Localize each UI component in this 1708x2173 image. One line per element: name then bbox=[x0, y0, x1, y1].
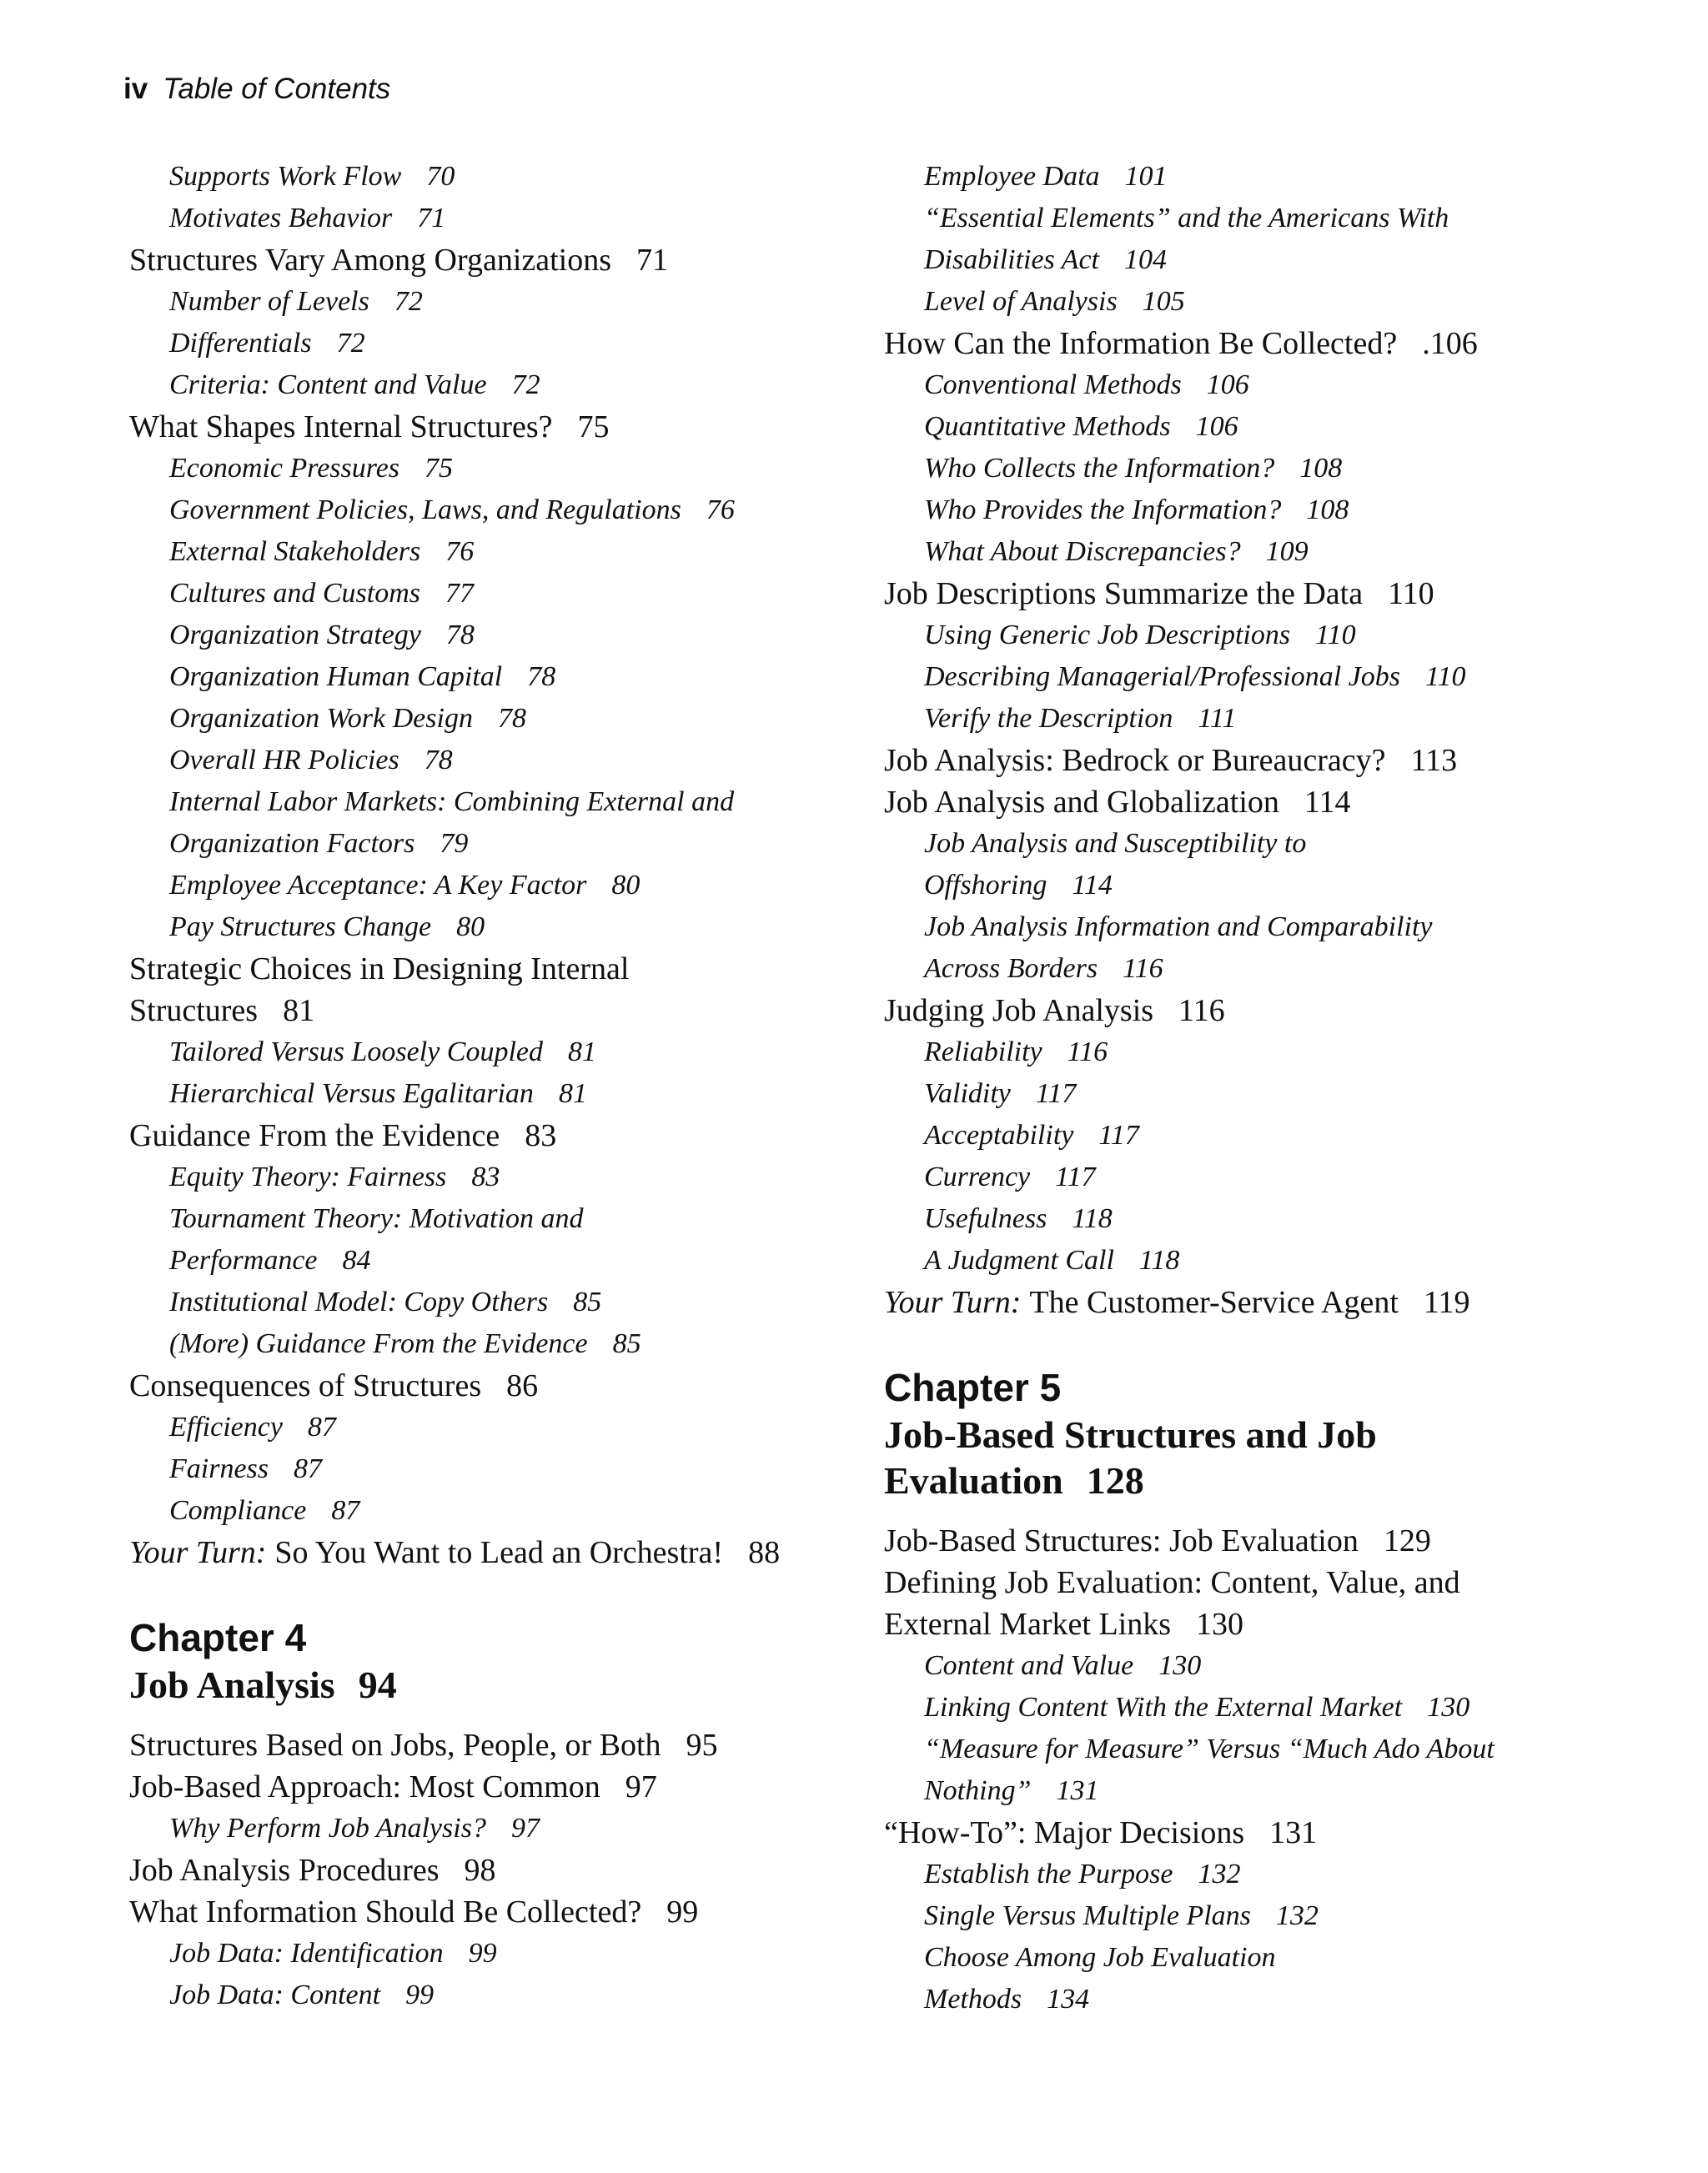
toc-section-entry bbox=[884, 323, 1601, 364]
toc-subsection-entry bbox=[884, 1895, 1601, 1937]
entry-title: Acceptability bbox=[924, 1120, 1074, 1151]
entry-title: Efficiency bbox=[169, 1412, 283, 1443]
entry-page-number: 116 bbox=[1067, 1036, 1108, 1067]
entry-title: Employee Acceptance: A Key Factor bbox=[169, 870, 587, 901]
toc-section-entry bbox=[129, 1724, 846, 1766]
toc-subsection-entry bbox=[884, 1115, 1601, 1157]
toc-subsection-entry bbox=[129, 1933, 846, 1975]
entry-page-number: 108 bbox=[1299, 453, 1343, 484]
entry-title: Using Generic Job Descriptions bbox=[924, 620, 1291, 650]
entry-page-number: 77 bbox=[445, 578, 475, 609]
running-title: Table of Contents bbox=[163, 73, 391, 105]
entry-page-number: .106 bbox=[1422, 326, 1478, 361]
toc-section-entry bbox=[129, 948, 846, 990]
toc-subsection-entry bbox=[129, 1157, 846, 1198]
toc-subsection-entry bbox=[884, 489, 1601, 531]
entry-page-number: 75 bbox=[577, 409, 610, 444]
entry-page-number: 70 bbox=[426, 161, 455, 192]
toc-subsection-entry bbox=[129, 364, 846, 406]
entry-page-number: 81 bbox=[568, 1036, 597, 1067]
entry-page-number: 132 bbox=[1198, 1859, 1241, 1889]
chapter-page-number: 94 bbox=[358, 1664, 397, 1706]
entry-title: Nothing” bbox=[924, 1775, 1032, 1806]
chapter-heading bbox=[884, 1363, 1601, 1503]
toc-subsection-entry bbox=[129, 1808, 846, 1849]
entry-page-number: 116 bbox=[1123, 953, 1163, 984]
entry-title: Job Analysis and Susceptibility to bbox=[924, 828, 1307, 859]
entry-title: Level of Analysis bbox=[924, 286, 1118, 317]
toc-subsection-entry bbox=[884, 156, 1601, 198]
entry-page-number: 113 bbox=[1410, 743, 1458, 778]
entry-title: Hierarchical Versus Egalitarian bbox=[169, 1078, 534, 1109]
entry-title: Equity Theory: Fairness bbox=[169, 1162, 447, 1192]
entry-title: Structures Based on Jobs, People, or Both bbox=[129, 1728, 661, 1763]
toc-subsection-entry bbox=[129, 198, 846, 239]
entry-page-number: 78 bbox=[424, 745, 453, 775]
toc-subsection-entry bbox=[129, 1490, 846, 1532]
toc-subsection-entry bbox=[884, 1031, 1601, 1073]
entry-page-number: 108 bbox=[1306, 494, 1349, 525]
entry-page-number: 84 bbox=[342, 1245, 371, 1276]
entry-title: Fairness bbox=[169, 1453, 269, 1484]
entry-title: The Customer-Service Agent bbox=[1029, 1285, 1399, 1320]
entry-title: Disabilities Act bbox=[924, 244, 1099, 275]
toc-section-entry bbox=[884, 573, 1601, 615]
running-head bbox=[123, 68, 390, 110]
toc-subsection-entry bbox=[884, 198, 1601, 239]
entry-page-number: 88 bbox=[748, 1535, 781, 1570]
toc-subsection-entry bbox=[884, 948, 1601, 990]
toc-subsection-entry bbox=[129, 1031, 846, 1073]
entry-title: Overall HR Policies bbox=[169, 745, 399, 775]
toc-subsection-entry bbox=[884, 281, 1601, 323]
entry-page-number: 118 bbox=[1138, 1245, 1180, 1276]
toc-subsection-entry bbox=[129, 531, 846, 573]
entry-page-number: 95 bbox=[686, 1728, 718, 1763]
chapter-label: Chapter 4 bbox=[129, 1616, 307, 1659]
entry-title: “Measure for Measure” Versus “Much Ado About bbox=[924, 1734, 1494, 1764]
entry-title: Job Analysis and Globalization bbox=[884, 785, 1279, 820]
toc-section-entry bbox=[884, 1812, 1601, 1854]
entry-page-number: 97 bbox=[510, 1813, 540, 1844]
entry-title: Quantitative Methods bbox=[924, 411, 1171, 442]
toc-subsection-entry bbox=[129, 281, 846, 323]
toc-subsection-entry bbox=[129, 906, 846, 948]
entry-title: Job Analysis: Bedrock or Bureaucracy? bbox=[884, 743, 1386, 778]
toc-subsection-entry bbox=[129, 573, 846, 615]
toc-subsection-entry bbox=[884, 531, 1601, 573]
entry-title: Structures Vary Among Organizations bbox=[129, 243, 612, 278]
toc-subsection-entry bbox=[129, 1975, 846, 2016]
entry-title: Conventional Methods bbox=[924, 369, 1182, 400]
toc-section-entry bbox=[884, 1603, 1601, 1645]
toc-section-entry bbox=[884, 1282, 1601, 1323]
entry-page-number: 81 bbox=[283, 993, 315, 1028]
toc-subsection-entry bbox=[129, 823, 846, 865]
toc-subsection-entry bbox=[129, 323, 846, 364]
entry-page-number: 98 bbox=[464, 1853, 496, 1888]
entry-title: Judging Job Analysis bbox=[884, 993, 1154, 1028]
toc-section-entry bbox=[129, 1849, 846, 1891]
entry-title: Single Versus Multiple Plans bbox=[924, 1900, 1251, 1931]
toc-section-entry bbox=[129, 1532, 846, 1573]
entry-page-number: 80 bbox=[456, 911, 485, 942]
toc-subsection-entry bbox=[884, 1687, 1601, 1729]
toc-subsection-entry bbox=[884, 906, 1601, 948]
entry-title: Cultures and Customs bbox=[169, 578, 421, 609]
toc-subsection-entry bbox=[884, 364, 1601, 406]
entry-page-number: 114 bbox=[1304, 785, 1351, 820]
entry-title: Reliability bbox=[924, 1036, 1042, 1067]
your-turn-label: Your Turn: bbox=[129, 1535, 267, 1570]
entry-title: What Shapes Internal Structures? bbox=[129, 409, 553, 444]
entry-title: “Essential Elements” and the Americans With bbox=[924, 203, 1449, 233]
entry-page-number: 99 bbox=[405, 1980, 435, 2010]
entry-page-number: 109 bbox=[1265, 536, 1309, 567]
entry-page-number: 131 bbox=[1056, 1775, 1099, 1806]
toc-subsection-entry bbox=[884, 1645, 1601, 1687]
toc-subsection-entry bbox=[884, 698, 1601, 740]
entry-page-number: 72 bbox=[394, 286, 423, 317]
entry-title: Job Data: Identification bbox=[169, 1938, 444, 1969]
entry-page-number: 99 bbox=[666, 1894, 699, 1930]
entry-page-number: 71 bbox=[417, 203, 446, 233]
entry-page-number: 130 bbox=[1427, 1692, 1470, 1723]
entry-title: Linking Content With the External Market bbox=[924, 1692, 1403, 1723]
entry-title: Pay Structures Change bbox=[169, 911, 432, 942]
entry-title: Verify the Description bbox=[924, 703, 1173, 734]
entry-title: Strategic Choices in Designing Internal bbox=[129, 951, 630, 986]
your-turn-label: Your Turn: bbox=[884, 1285, 1022, 1320]
toc-subsection-entry bbox=[129, 740, 846, 781]
entry-title: Structures bbox=[129, 993, 259, 1028]
toc-section-entry bbox=[129, 1766, 846, 1808]
entry-title: Tournament Theory: Motivation and bbox=[169, 1203, 584, 1234]
entry-title: How Can the Information Be Collected? bbox=[884, 326, 1398, 361]
toc-section-entry bbox=[884, 781, 1601, 823]
entry-page-number: 76 bbox=[445, 536, 475, 567]
entry-title: Defining Job Evaluation: Content, Value, and bbox=[884, 1565, 1460, 1600]
chapter-title-text: Job Analysis bbox=[129, 1664, 335, 1706]
toc-right-column bbox=[884, 156, 1601, 2020]
toc-subsection-entry bbox=[129, 1407, 846, 1448]
entry-page-number: 116 bbox=[1178, 993, 1225, 1028]
entry-page-number: 72 bbox=[336, 328, 365, 359]
entry-page-number: 85 bbox=[573, 1287, 602, 1317]
chapter-title-text: Job-Based Structures and Job Evaluation bbox=[884, 1413, 1377, 1502]
toc-left-column bbox=[129, 156, 846, 2016]
entry-title: Job Analysis Information and Comparability bbox=[924, 911, 1433, 942]
entry-title: Usefulness bbox=[924, 1203, 1047, 1234]
toc-section-entry bbox=[884, 740, 1601, 781]
entry-title: Motivates Behavior bbox=[169, 203, 393, 233]
entry-title: Across Borders bbox=[924, 953, 1098, 984]
toc-section-entry bbox=[129, 406, 846, 448]
entry-page-number: 78 bbox=[527, 661, 556, 692]
entry-page-number: 97 bbox=[625, 1769, 657, 1804]
entry-page-number: 114 bbox=[1072, 870, 1113, 901]
entry-title: Institutional Model: Copy Others bbox=[169, 1287, 549, 1317]
toc-subsection-entry bbox=[884, 823, 1601, 865]
entry-title: Performance bbox=[169, 1245, 318, 1276]
entry-page-number: 72 bbox=[511, 369, 540, 400]
toc-subsection-entry bbox=[884, 1937, 1601, 1979]
entry-title: Validity bbox=[924, 1078, 1011, 1109]
entry-page-number: 131 bbox=[1269, 1815, 1318, 1850]
entry-page-number: 76 bbox=[706, 494, 735, 525]
entry-title: Job-Based Structures: Job Evaluation bbox=[884, 1523, 1359, 1558]
toc-subsection-entry bbox=[129, 1198, 846, 1240]
toc-subsection-entry bbox=[884, 1198, 1601, 1240]
entry-page-number: 79 bbox=[440, 828, 469, 859]
entry-title: Guidance From the Evidence bbox=[129, 1118, 500, 1153]
entry-title: Establish the Purpose bbox=[924, 1859, 1173, 1889]
entry-page-number: 117 bbox=[1055, 1162, 1096, 1192]
toc-subsection-entry bbox=[129, 656, 846, 698]
toc-subsection-entry bbox=[129, 781, 846, 823]
entry-page-number: 75 bbox=[424, 453, 454, 484]
entry-title: Differentials bbox=[169, 328, 312, 359]
entry-title: Who Provides the Information? bbox=[924, 494, 1282, 525]
entry-page-number: 106 bbox=[1206, 369, 1249, 400]
entry-title: Government Policies, Laws, and Regulations bbox=[169, 494, 681, 525]
toc-subsection-entry bbox=[129, 1448, 846, 1490]
toc-subsection-entry bbox=[884, 656, 1601, 698]
toc-subsection-entry bbox=[129, 615, 846, 656]
entry-title: External Market Links bbox=[884, 1607, 1172, 1642]
entry-page-number: 118 bbox=[1072, 1203, 1113, 1234]
chapter-title bbox=[884, 1412, 1418, 1503]
entry-title: External Stakeholders bbox=[169, 536, 421, 567]
entry-page-number: 78 bbox=[445, 620, 475, 650]
toc-subsection-entry bbox=[884, 1770, 1601, 1812]
entry-title: Currency bbox=[924, 1162, 1031, 1192]
toc-section-entry bbox=[129, 239, 846, 281]
entry-title: Who Collects the Information? bbox=[924, 453, 1275, 484]
entry-title: What About Discrepancies? bbox=[924, 536, 1241, 567]
entry-page-number: 106 bbox=[1195, 411, 1238, 442]
entry-page-number: 111 bbox=[1198, 703, 1237, 734]
toc-section-entry bbox=[884, 1520, 1601, 1562]
toc-subsection-entry bbox=[884, 1854, 1601, 1895]
entry-page-number: 110 bbox=[1315, 620, 1356, 650]
entry-title: Job-Based Approach: Most Common bbox=[129, 1769, 600, 1804]
entry-title: Organization Work Design bbox=[169, 703, 473, 734]
toc-subsection-entry bbox=[129, 1240, 846, 1282]
entry-page-number: 130 bbox=[1158, 1650, 1202, 1681]
chapter-page-number: 128 bbox=[1086, 1459, 1144, 1502]
entry-title: Consequences of Structures bbox=[129, 1368, 482, 1403]
toc-subsection-entry bbox=[884, 1157, 1601, 1198]
toc-subsection-entry bbox=[129, 698, 846, 740]
entry-title: Organization Strategy bbox=[169, 620, 421, 650]
toc-section-entry bbox=[129, 1115, 846, 1157]
toc-subsection-entry bbox=[884, 865, 1601, 906]
entry-title: Economic Pressures bbox=[169, 453, 400, 484]
entry-title: Compliance bbox=[169, 1495, 307, 1526]
toc-subsection-entry bbox=[884, 1729, 1601, 1770]
entry-title: Describing Managerial/Professional Jobs bbox=[924, 661, 1401, 692]
toc-subsection-entry bbox=[129, 865, 846, 906]
entry-title: Offshoring bbox=[924, 870, 1047, 901]
entry-page-number: 83 bbox=[471, 1162, 500, 1192]
entry-title: Why Perform Job Analysis? bbox=[169, 1813, 486, 1844]
entry-page-number: 134 bbox=[1047, 1984, 1090, 2015]
toc-subsection-entry bbox=[129, 1073, 846, 1115]
entry-title: Criteria: Content and Value bbox=[169, 369, 487, 400]
entry-page-number: 71 bbox=[636, 243, 669, 278]
entry-title: Organization Factors bbox=[169, 828, 415, 859]
toc-subsection-entry bbox=[129, 489, 846, 531]
chapter-heading bbox=[129, 1613, 846, 1708]
entry-page-number: 119 bbox=[1423, 1285, 1470, 1320]
entry-page-number: 104 bbox=[1123, 244, 1167, 275]
entry-page-number: 87 bbox=[331, 1495, 360, 1526]
toc-subsection-entry bbox=[129, 156, 846, 198]
entry-title: Organization Human Capital bbox=[169, 661, 503, 692]
entry-page-number: 101 bbox=[1124, 161, 1168, 192]
entry-page-number: 117 bbox=[1098, 1120, 1139, 1151]
entry-title: Tailored Versus Loosely Coupled bbox=[169, 1036, 544, 1067]
toc-subsection-entry bbox=[129, 1323, 846, 1365]
entry-page-number: 86 bbox=[506, 1368, 539, 1403]
page-number: iv bbox=[123, 73, 148, 105]
entry-title: Job Descriptions Summarize the Data bbox=[884, 576, 1364, 611]
entry-page-number: 87 bbox=[307, 1412, 336, 1443]
entry-page-number: 99 bbox=[468, 1938, 497, 1969]
entry-title: A Judgment Call bbox=[924, 1245, 1114, 1276]
toc-section-entry bbox=[129, 1365, 846, 1407]
toc-subsection-entry bbox=[884, 1073, 1601, 1115]
toc-subsection-entry bbox=[884, 239, 1601, 281]
toc-subsection-entry bbox=[884, 406, 1601, 448]
entry-page-number: 80 bbox=[611, 870, 640, 901]
entry-page-number: 83 bbox=[525, 1118, 557, 1153]
entry-page-number: 81 bbox=[558, 1078, 587, 1109]
toc-subsection-entry bbox=[884, 1240, 1601, 1282]
toc-subsection-entry bbox=[884, 615, 1601, 656]
entry-page-number: 85 bbox=[612, 1328, 641, 1359]
entry-title: Number of Levels bbox=[169, 286, 369, 317]
entry-title: “How-To”: Major Decisions bbox=[884, 1815, 1245, 1850]
toc-section-entry bbox=[129, 990, 846, 1031]
entry-page-number: 78 bbox=[497, 703, 526, 734]
entry-page-number: 117 bbox=[1035, 1078, 1077, 1109]
chapter-title bbox=[129, 1662, 846, 1708]
entry-title: (More) Guidance From the Evidence bbox=[169, 1328, 588, 1359]
toc-subsection-entry bbox=[884, 448, 1601, 489]
toc-subsection-entry bbox=[129, 1282, 846, 1323]
toc-section-entry bbox=[884, 1562, 1601, 1603]
entry-title: Supports Work Flow bbox=[169, 161, 402, 192]
entry-title: Content and Value bbox=[924, 1650, 1134, 1681]
entry-title: Job Data: Content bbox=[169, 1980, 381, 2010]
entry-page-number: 110 bbox=[1425, 661, 1466, 692]
entry-page-number: 129 bbox=[1383, 1523, 1431, 1558]
entry-page-number: 105 bbox=[1142, 286, 1185, 317]
entry-page-number: 130 bbox=[1196, 1607, 1244, 1642]
entry-title: So You Want to Lead an Orchestra! bbox=[274, 1535, 724, 1570]
entry-title: Job Analysis Procedures bbox=[129, 1853, 440, 1888]
entry-page-number: 110 bbox=[1388, 576, 1434, 611]
entry-title: What Information Should Be Collected? bbox=[129, 1894, 642, 1930]
chapter-label: Chapter 5 bbox=[884, 1366, 1062, 1409]
entry-page-number: 87 bbox=[294, 1453, 322, 1484]
entry-title: Methods bbox=[924, 1984, 1022, 2015]
toc-section-entry bbox=[884, 990, 1601, 1031]
toc-subsection-entry bbox=[129, 448, 846, 489]
toc-section-entry bbox=[129, 1891, 846, 1933]
entry-title: Employee Data bbox=[924, 161, 1100, 192]
entry-title: Internal Labor Markets: Combining External and bbox=[169, 786, 735, 817]
entry-page-number: 132 bbox=[1275, 1900, 1319, 1931]
toc-subsection-entry bbox=[884, 1979, 1601, 2020]
entry-title: Choose Among Job Evaluation bbox=[924, 1942, 1276, 1973]
